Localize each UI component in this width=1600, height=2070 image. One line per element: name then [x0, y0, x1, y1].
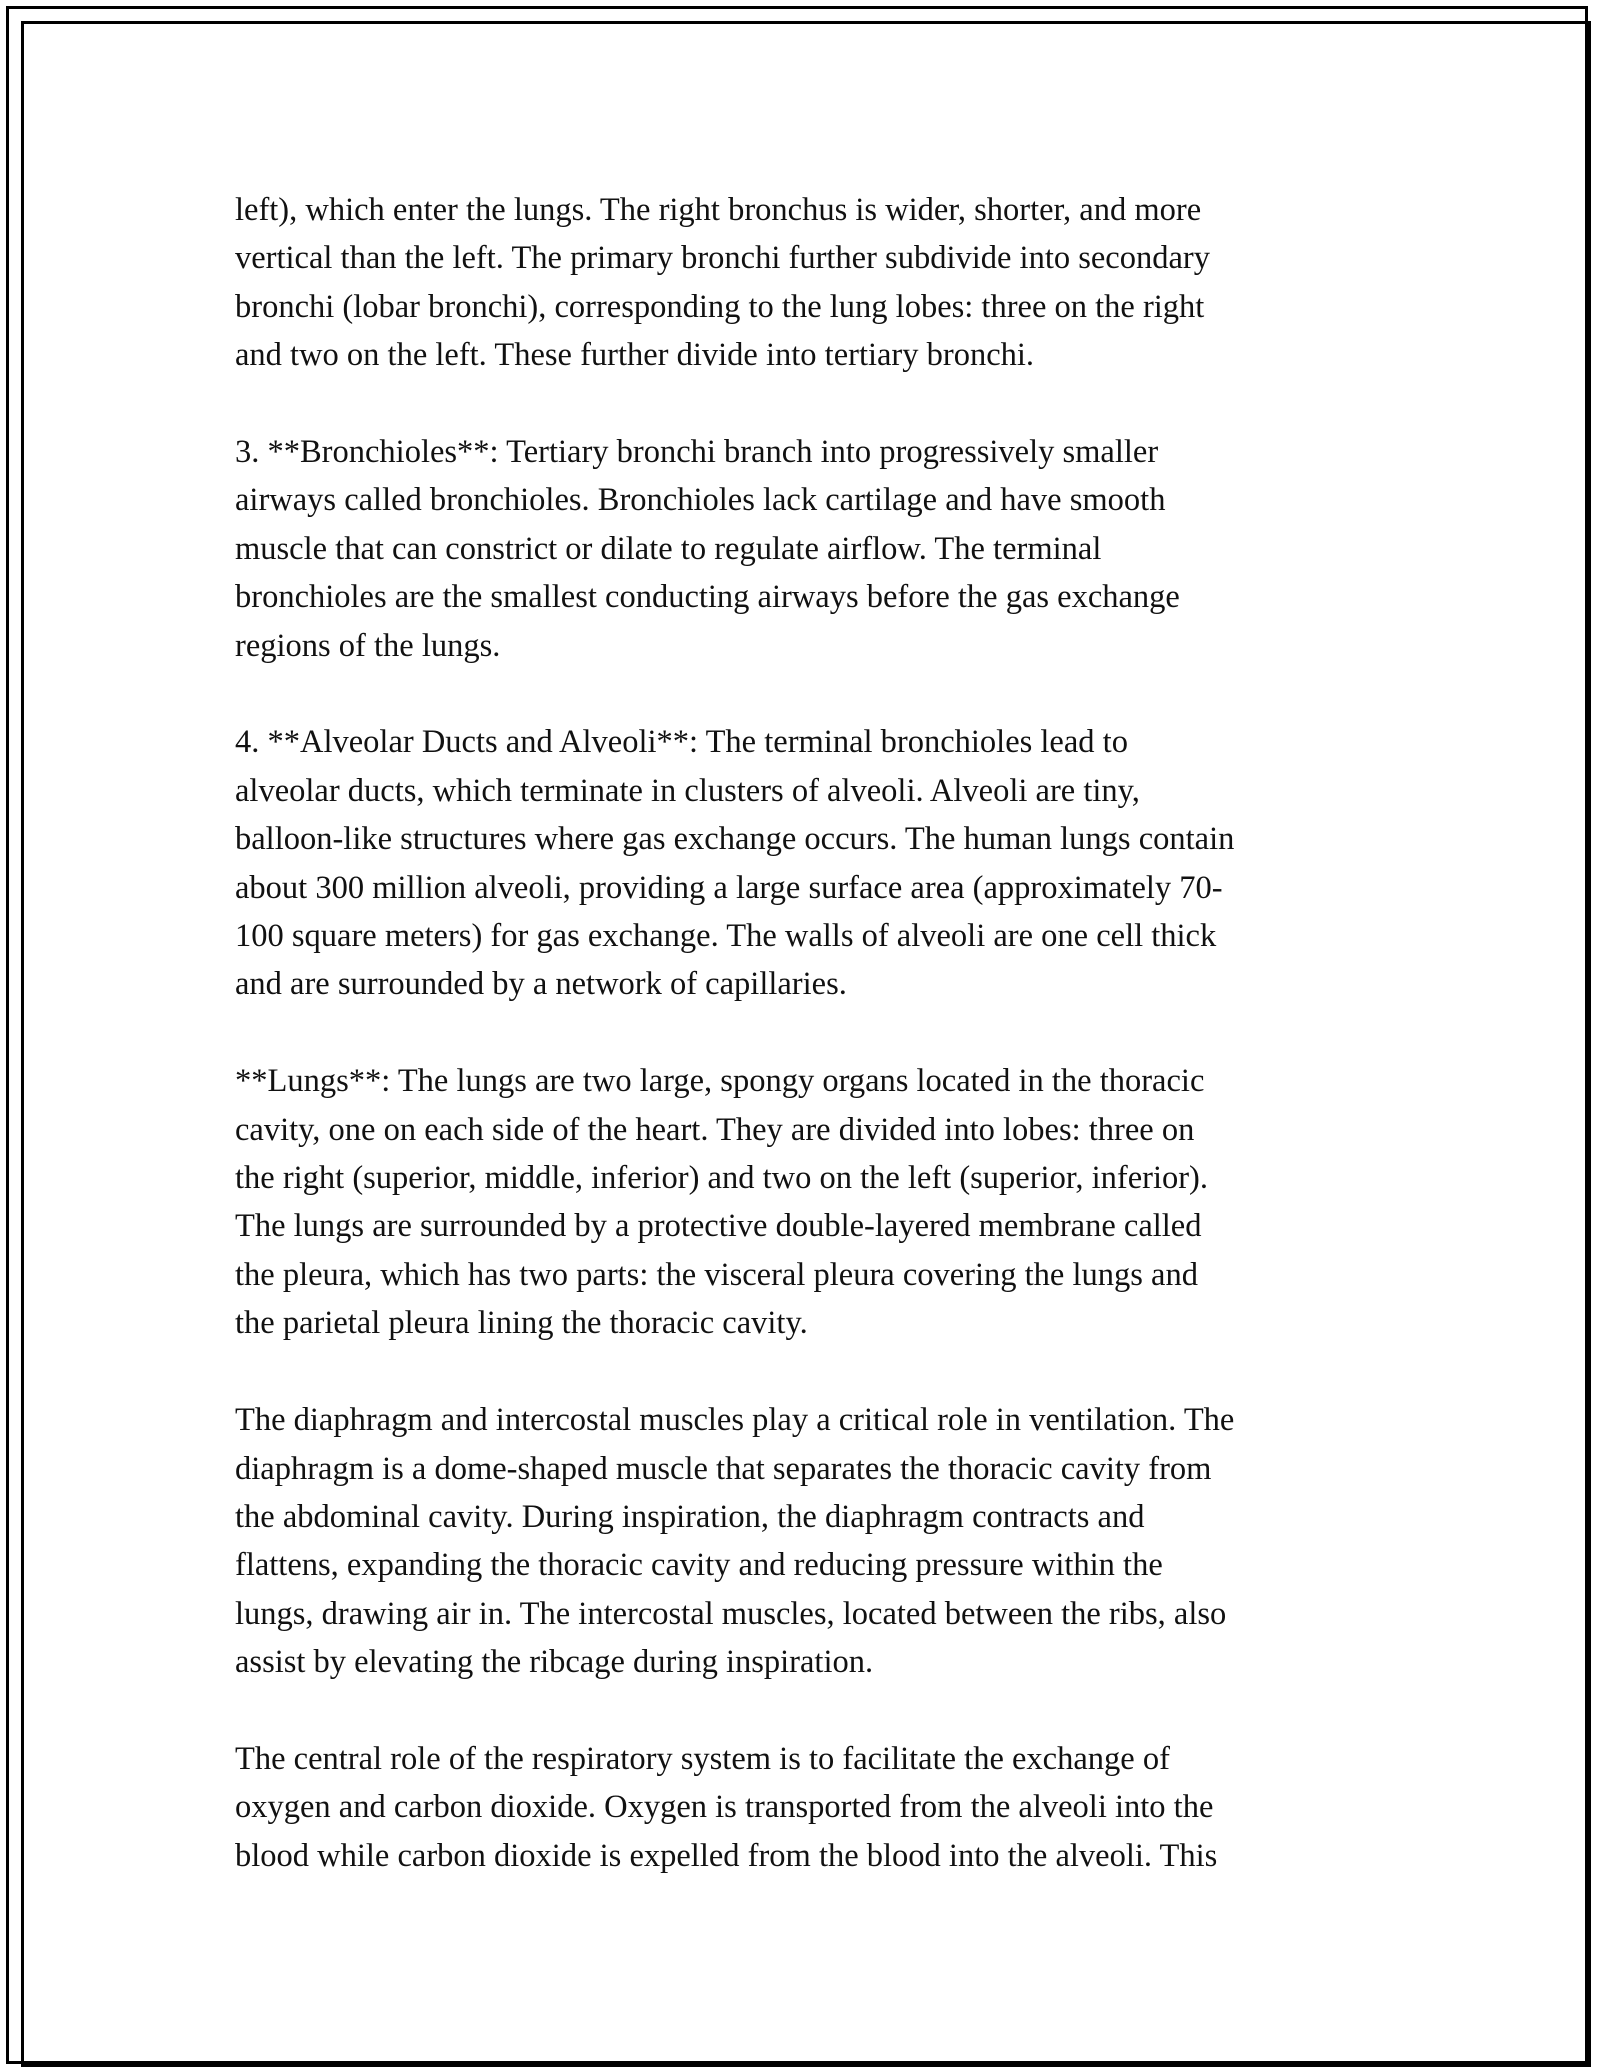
page-body: [235, 186, 1375, 1929]
paragraph-alveoli: [235, 718, 1375, 1008]
paragraph-gas-exchange: [235, 1735, 1375, 1880]
text-line: about 300 million alveoli, providing a large surface area (approximately 70-: [235, 869, 1223, 906]
text-line: The diaphragm and intercostal muscles play a critical role in ventilation. The: [235, 1402, 1235, 1439]
text-line: bronchioles are the smallest conducting airways before the gas exchange: [235, 579, 1180, 616]
text-line: and two on the left. These further divide into tertiary bronchi.: [235, 337, 1035, 374]
text-line: the right (superior, middle, inferior) and two on the left (superior, inferior).: [235, 1160, 1209, 1197]
text-line: lungs, drawing air in. The intercostal muscles, located between the ribs, also: [235, 1595, 1227, 1632]
text-line: flattens, expanding the thoracic cavity and reducing pressure within the: [235, 1547, 1163, 1584]
paragraph-lungs: [235, 1057, 1375, 1347]
text-line: **Lungs**: The lungs are two large, spongy organs located in the thoracic: [235, 1063, 1205, 1100]
paragraph-bronchi: [235, 186, 1375, 380]
text-line: the abdominal cavity. During inspiration, the diaphragm contracts and: [235, 1498, 1145, 1535]
text-line: the parietal pleura lining the thoracic cavity.: [235, 1305, 808, 1342]
text-line: muscle that can constrict or dilate to regulate airflow. The terminal: [235, 530, 1102, 567]
paragraph-diaphragm: [235, 1396, 1375, 1686]
text-line: bronchi (lobar bronchi), corresponding to the lung lobes: three on the right: [235, 288, 1205, 325]
text-line: the pleura, which has two parts: the visceral pleura covering the lungs and: [235, 1256, 1198, 1293]
paragraph-bronchioles: [235, 428, 1375, 670]
text-line: balloon-like structures where gas exchange occurs. The human lungs contain: [235, 821, 1235, 858]
text-line: regions of the lungs.: [235, 627, 501, 664]
text-line: blood while carbon dioxide is expelled from the blood into the alveoli. This: [235, 1837, 1218, 1874]
text-line: and are surrounded by a network of capillaries.: [235, 966, 847, 1003]
text-line: alveolar ducts, which terminate in clusters of alveoli. Alveoli are tiny,: [235, 772, 1140, 809]
text-line: airways called bronchioles. Bronchioles lack cartilage and have smooth: [235, 482, 1166, 519]
text-line: vertical than the left. The primary bronchi further subdivide into secondary: [235, 240, 1210, 277]
text-line: left), which enter the lungs. The right bronchus is wider, shorter, and more: [235, 192, 1202, 228]
text-line: diaphragm is a dome-shaped muscle that separates the thoracic cavity from: [235, 1450, 1212, 1487]
text-line: The lungs are surrounded by a protective double-layered membrane called: [235, 1208, 1202, 1245]
text-line: 3. **Bronchioles**: Tertiary bronchi branch into progressively smaller: [235, 434, 1159, 471]
text-line: The central role of the respiratory system is to facilitate the exchange of: [235, 1740, 1170, 1777]
text-line: assist by elevating the ribcage during inspiration.: [235, 1644, 874, 1681]
text-line: oxygen and carbon dioxide. Oxygen is transported from the alveoli into the: [235, 1789, 1214, 1826]
text-line: cavity, one on each side of the heart. They are divided into lobes: three on: [235, 1111, 1195, 1148]
text-line: 4. **Alveolar Ducts and Alveoli**: The terminal bronchioles lead to: [235, 724, 1128, 761]
text-line: 100 square meters) for gas exchange. The walls of alveoli are one cell thick: [235, 918, 1217, 955]
